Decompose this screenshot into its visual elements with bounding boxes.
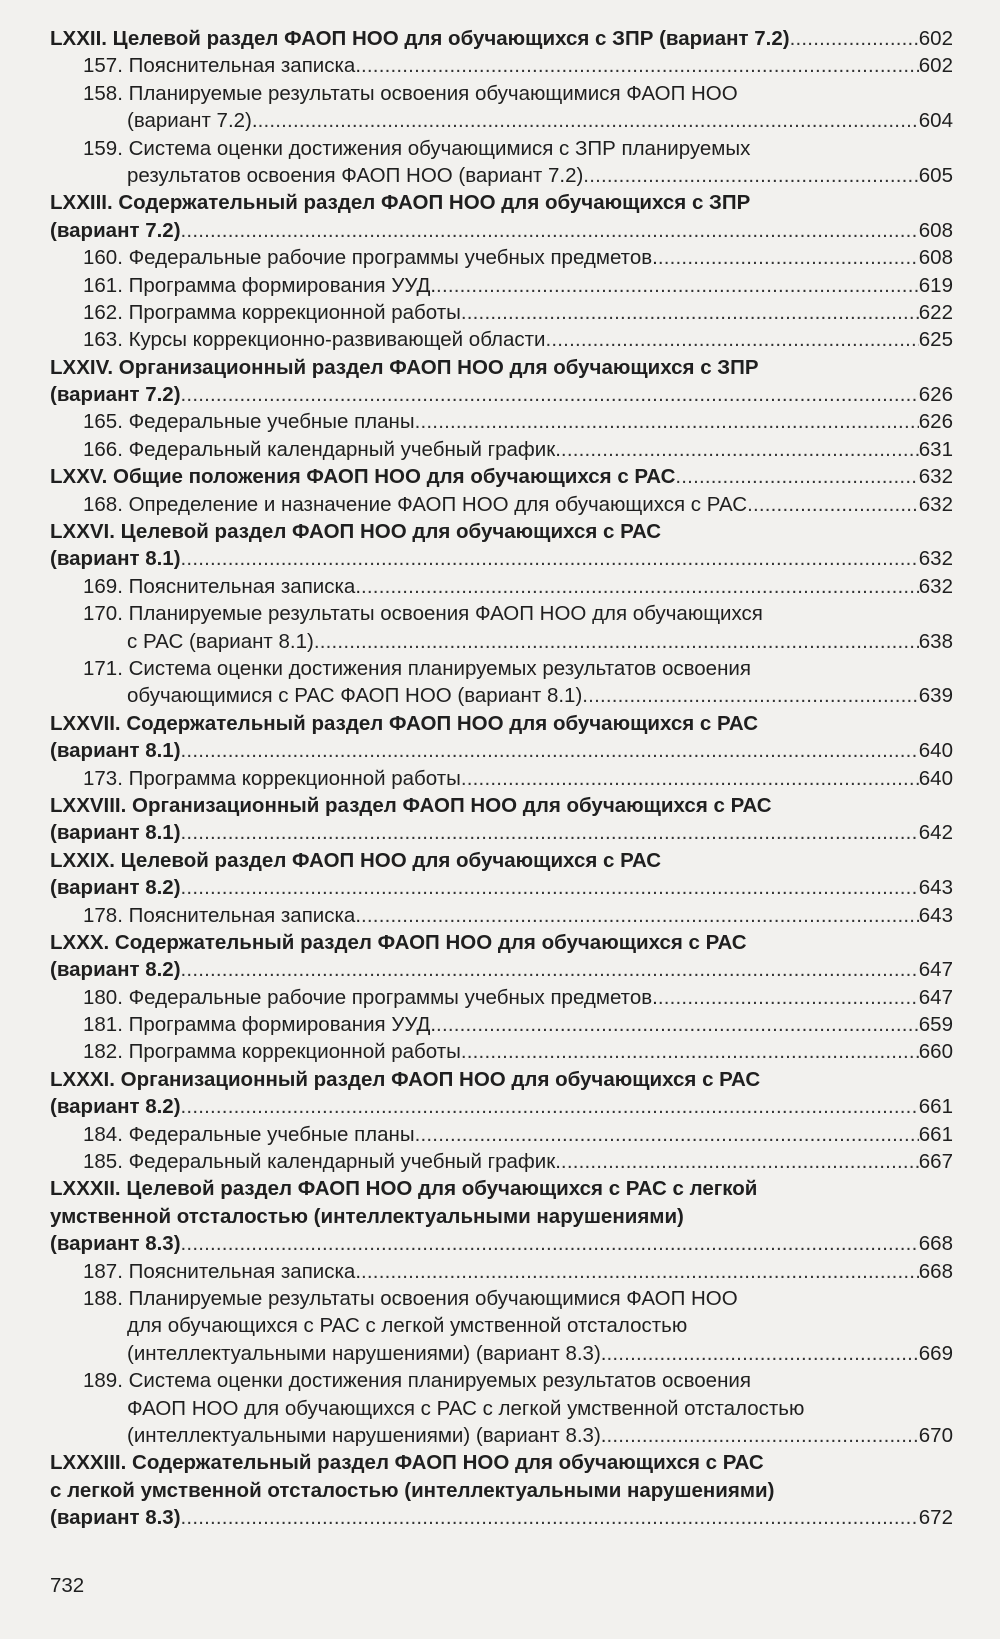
toc-entry (127, 162, 953, 189)
toc-entry (83, 272, 953, 299)
toc-page-number: 661 (918, 1122, 953, 1146)
toc-title: результатов освоения ФАОП НОО (вариант 7.2) (127, 163, 584, 187)
toc-title: (вариант 7.2) (50, 383, 181, 407)
toc-title: 171. Система оценки достижения планируемых результатов освоения (83, 656, 751, 680)
dot-leader (461, 1038, 919, 1065)
toc-item-line (0, 628, 1000, 655)
dot-leader (561, 436, 919, 463)
toc-page-number: 661 (918, 1095, 953, 1119)
toc-item-line (0, 1148, 1000, 1175)
toc-item-line (0, 272, 1000, 299)
toc-section-line (0, 1230, 1000, 1257)
dot-leader (658, 244, 919, 271)
page-number: 732 (50, 1574, 85, 1597)
toc-item-line (0, 135, 1000, 162)
toc-title: 189. Система оценки достижения планируемых результатов освоения (83, 1369, 751, 1393)
toc-title: 160. Федеральные рабочие программы учебных предметов. (83, 246, 658, 270)
toc-section-line (0, 1203, 1000, 1230)
toc-title: с легкой умственной отсталостью (интеллектуальными нарушениями) (50, 1478, 775, 1502)
toc-page-number: 632 (918, 574, 953, 598)
toc-title: ФАОП НОО для обучающихся с РАС с легкой умственной отсталостью (127, 1396, 805, 1420)
toc-title: 166. Федеральный календарный учебный график. (83, 437, 561, 461)
toc-title: LXXIV. Организационный раздел ФАОП НОО для обучающихся с ЗПР (50, 355, 759, 379)
toc-page-number: 604 (918, 109, 953, 133)
toc-entry (83, 1038, 953, 1065)
toc-entry (50, 189, 953, 216)
dot-leader (361, 902, 919, 929)
toc-item-line (0, 1312, 1000, 1339)
toc-entry (83, 244, 953, 271)
toc-entry (83, 600, 953, 627)
dot-leader (461, 765, 919, 792)
toc-page-number: 626 (918, 383, 953, 407)
toc-entry (50, 956, 953, 983)
dot-leader (583, 162, 918, 189)
toc-title: LXXII. Целевой раздел ФАОП НОО для обучающихся с ЗПР (вариант 7.2) (50, 27, 790, 50)
dot-leader (561, 1148, 919, 1175)
toc-title: обучающимися с РАС ФАОП НОО (вариант 8.1) (127, 684, 583, 708)
dot-leader (361, 573, 919, 600)
dot-leader (415, 408, 919, 435)
toc-section-line (0, 710, 1000, 737)
toc-title: 165. Федеральные учебные планы (83, 410, 415, 434)
toc-entry (50, 1477, 953, 1504)
toc-title: LXXV. Общие положения ФАОП НОО для обучающихся с РАС (50, 465, 676, 489)
toc-page-number: 619 (918, 273, 953, 297)
toc-title: 158. Планируемые результаты освоения обучающимися ФАОП НОО (83, 81, 738, 105)
dot-leader (415, 1121, 919, 1148)
toc-title: 162. Программа коррекционной работы (83, 300, 461, 324)
dot-leader (436, 272, 919, 299)
toc-title: 184. Федеральные учебные планы (83, 1122, 415, 1146)
dot-leader (181, 819, 919, 846)
toc-entry (50, 792, 953, 819)
toc-section-line (0, 956, 1000, 983)
toc-section-line (0, 819, 1000, 846)
toc-title: с РАС (вариант 8.1) (127, 629, 314, 653)
toc-title: 173. Программа коррекционной работы (83, 766, 461, 790)
toc-item-line (0, 1258, 1000, 1285)
toc-entry (127, 1340, 953, 1367)
toc-title: 182. Программа коррекционной работы (83, 1040, 461, 1064)
toc-page-number: 667 (918, 1150, 953, 1174)
toc-entry (50, 737, 953, 764)
dot-leader (436, 1011, 919, 1038)
toc-entry (127, 682, 953, 709)
toc-title: (вариант 8.2) (50, 876, 181, 900)
toc-item-line (0, 1121, 1000, 1148)
toc-item-line (0, 682, 1000, 709)
toc-item-line (0, 162, 1000, 189)
toc-page-number: 669 (918, 1341, 953, 1365)
toc-entry (50, 710, 953, 737)
dot-leader (606, 1340, 918, 1367)
toc-title: 187. Пояснительная записка. (83, 1259, 362, 1283)
toc-item-line (0, 902, 1000, 929)
toc-entry (50, 1203, 953, 1230)
toc-section-line (0, 381, 1000, 408)
toc-entry (83, 491, 953, 518)
toc-item-line (0, 1285, 1000, 1312)
toc-entry (127, 628, 953, 655)
toc-entry (50, 217, 953, 244)
toc-entry (83, 1121, 953, 1148)
toc-page-number: 602 (918, 27, 953, 50)
toc-section-line (0, 792, 1000, 819)
toc-item-line (0, 52, 1000, 79)
toc-section-line (0, 25, 1000, 52)
toc-section-line (0, 847, 1000, 874)
toc-page-number: 647 (918, 985, 953, 1009)
toc-page-number: 608 (918, 218, 953, 242)
toc-entry (83, 1285, 953, 1312)
toc-title: 181. Программа формирования УУД. (83, 1013, 437, 1037)
toc-item-line (0, 1340, 1000, 1367)
toc-entry (50, 1504, 953, 1531)
toc-item-line (0, 984, 1000, 1011)
dot-leader (582, 682, 919, 709)
table-of-contents (0, 25, 1000, 1531)
toc-title: (интеллектуальными нарушениями) (вариант 8.3). (127, 1423, 607, 1447)
toc-page-number: 631 (918, 437, 953, 461)
toc-entry (50, 354, 953, 381)
toc-page-number: 640 (918, 739, 953, 763)
toc-page-number: 640 (918, 766, 953, 790)
toc-entry (83, 1258, 953, 1285)
toc-entry (127, 107, 953, 134)
toc-title: (вариант 8.3) (50, 1232, 181, 1256)
toc-item-line (0, 600, 1000, 627)
toc-item-line (0, 765, 1000, 792)
dot-leader (314, 628, 919, 655)
dot-leader (790, 25, 919, 52)
toc-entry (83, 299, 953, 326)
toc-title: LXXXI. Организационный раздел ФАОП НОО для обучающихся с РАС (50, 1067, 761, 1091)
toc-section-line (0, 1066, 1000, 1093)
toc-section-line (0, 1504, 1000, 1531)
toc-title: 159. Система оценки достижения обучающимися с ЗПР планируемых (83, 136, 751, 160)
toc-page-number: 643 (918, 876, 953, 900)
toc-title: (вариант 8.2) (50, 1095, 181, 1119)
toc-item-line (0, 491, 1000, 518)
toc-title: (вариант 8.1) (50, 739, 181, 763)
toc-item-line (0, 1422, 1000, 1449)
toc-section-line (0, 737, 1000, 764)
toc-entry (83, 1011, 953, 1038)
toc-title: 170. Планируемые результаты освоения ФАОП НОО для обучающихся (83, 602, 763, 626)
toc-title: 178. Пояснительная записка. (83, 903, 362, 927)
toc-item-line (0, 80, 1000, 107)
toc-title: (вариант 8.2) (50, 958, 181, 982)
dot-leader (181, 1504, 919, 1531)
toc-title: LXXXII. Целевой раздел ФАОП НОО для обучающихся с РАС с легкой (50, 1177, 758, 1201)
toc-entry (127, 1395, 953, 1422)
toc-entry (83, 765, 953, 792)
toc-entry (127, 1422, 953, 1449)
dot-leader (606, 1422, 918, 1449)
toc-title: 185. Федеральный календарный учебный график. (83, 1150, 561, 1174)
toc-item-line (0, 107, 1000, 134)
toc-entry (83, 1367, 953, 1394)
toc-section-line (0, 1477, 1000, 1504)
dot-leader (181, 1230, 919, 1257)
toc-title: LXXVIII. Организационный раздел ФАОП НОО для обучающихся с РАС (50, 793, 772, 817)
toc-item-line (0, 655, 1000, 682)
toc-title: для обучающихся с РАС с легкой умственной отсталостью (127, 1314, 688, 1338)
toc-section-line (0, 1093, 1000, 1120)
toc-title: LXXXIII. Содержательный раздел ФАОП НОО для обучающихся с РАС (50, 1451, 764, 1475)
toc-page-number: 668 (918, 1232, 953, 1256)
toc-section-line (0, 929, 1000, 956)
toc-item-line (0, 1038, 1000, 1065)
toc-section-line (0, 1175, 1000, 1202)
dot-leader (675, 463, 918, 490)
toc-page-number: 668 (918, 1259, 953, 1283)
toc-entry (50, 545, 953, 572)
dot-leader (361, 52, 919, 79)
toc-page-number: 605 (918, 163, 953, 187)
toc-page-number: 660 (918, 1040, 953, 1064)
toc-page-number: 602 (918, 54, 953, 78)
toc-page-number: 672 (918, 1506, 953, 1530)
toc-section-line (0, 354, 1000, 381)
dot-leader (181, 545, 919, 572)
toc-entry (83, 573, 953, 600)
toc-title: LXXX. Содержательный раздел ФАОП НОО для обучающихся с РАС (50, 930, 747, 954)
toc-title: (вариант 8.3) (50, 1506, 181, 1530)
dot-leader (361, 1258, 919, 1285)
toc-item-line (0, 1395, 1000, 1422)
toc-entry (50, 1449, 953, 1476)
toc-section-line (0, 545, 1000, 572)
toc-section-line (0, 217, 1000, 244)
toc-item-line (0, 326, 1000, 353)
toc-title: 157. Пояснительная записка. (83, 54, 362, 78)
toc-title: (вариант 8.1) (50, 547, 181, 571)
toc-item-line (0, 299, 1000, 326)
toc-entry (50, 929, 953, 956)
toc-title: 180. Федеральные рабочие программы учебных предметов. (83, 985, 658, 1009)
dot-leader (181, 381, 919, 408)
toc-page-number: 659 (918, 1013, 953, 1037)
dot-leader (747, 491, 919, 518)
toc-entry (50, 1066, 953, 1093)
toc-section-line (0, 1449, 1000, 1476)
toc-page-number: 639 (918, 684, 953, 708)
toc-entry (83, 52, 953, 79)
toc-page-number: 626 (918, 410, 953, 434)
toc-title: (интеллектуальными нарушениями) (вариант 8.3). (127, 1341, 607, 1365)
toc-page-number: 632 (918, 492, 953, 516)
dot-leader (181, 874, 919, 901)
toc-section-line (0, 518, 1000, 545)
toc-title: 188. Планируемые результаты освоения обучающимися ФАОП НОО (83, 1286, 738, 1310)
toc-page-number: 647 (918, 958, 953, 982)
toc-title: 163. Курсы коррекционно-развивающей области (83, 328, 546, 352)
toc-page-number: 625 (918, 328, 953, 352)
toc-entry (83, 436, 953, 463)
toc-title: LXXVII. Содержательный раздел ФАОП НОО для обучающихся с РАС (50, 711, 759, 735)
toc-title: 168. Определение и назначение ФАОП НОО для обучающихся с РАС (83, 492, 748, 516)
toc-page-number: 632 (918, 547, 953, 571)
toc-entry (83, 80, 953, 107)
dot-leader (258, 107, 919, 134)
dot-leader (181, 956, 919, 983)
toc-title: (вариант 7.2). (127, 109, 258, 133)
dot-leader (545, 326, 918, 353)
toc-entry (50, 25, 953, 52)
toc-section-line (0, 463, 1000, 490)
toc-entry (83, 984, 953, 1011)
toc-page-number: 670 (918, 1423, 953, 1447)
toc-title: умственной отсталостью (интеллектуальными нарушениями) (50, 1204, 684, 1228)
toc-entry (83, 326, 953, 353)
toc-page-number: 642 (918, 821, 953, 845)
toc-title: (вариант 8.1) (50, 821, 181, 845)
toc-title: LXXIII. Содержательный раздел ФАОП НОО для обучающихся с ЗПР (50, 191, 751, 215)
toc-entry (50, 874, 953, 901)
toc-page-number: 622 (918, 300, 953, 324)
toc-title: LXXVI. Целевой раздел ФАОП НОО для обучающихся с РАС (50, 520, 662, 544)
toc-title: (вариант 7.2) (50, 218, 181, 242)
toc-title: LXXIX. Целевой раздел ФАОП НОО для обучающихся с РАС (50, 848, 662, 872)
toc-item-line (0, 244, 1000, 271)
toc-page-number: 638 (918, 629, 953, 653)
toc-item-line (0, 436, 1000, 463)
toc-title: 169. Пояснительная записка. (83, 574, 362, 598)
toc-entry (50, 1230, 953, 1257)
toc-entry (50, 847, 953, 874)
toc-page-number: 643 (918, 903, 953, 927)
dot-leader (658, 984, 919, 1011)
toc-item-line (0, 573, 1000, 600)
toc-entry (83, 902, 953, 929)
dot-leader (181, 737, 919, 764)
toc-entry (50, 1093, 953, 1120)
toc-item-line (0, 408, 1000, 435)
toc-entry (83, 655, 953, 682)
toc-entry (50, 1175, 953, 1202)
toc-entry (83, 1148, 953, 1175)
dot-leader (461, 299, 919, 326)
toc-entry (50, 819, 953, 846)
toc-page-number: 632 (918, 465, 953, 489)
dot-leader (181, 217, 919, 244)
toc-item-line (0, 1011, 1000, 1038)
toc-entry (50, 463, 953, 490)
toc-section-line (0, 189, 1000, 216)
toc-entry (83, 135, 953, 162)
toc-item-line (0, 1367, 1000, 1394)
toc-entry (127, 1312, 953, 1339)
toc-title: 161. Программа формирования УУД. (83, 273, 437, 297)
toc-entry (50, 381, 953, 408)
toc-section-line (0, 874, 1000, 901)
toc-entry (50, 518, 953, 545)
dot-leader (181, 1093, 919, 1120)
toc-page-number: 608 (918, 246, 953, 270)
toc-entry (83, 408, 953, 435)
